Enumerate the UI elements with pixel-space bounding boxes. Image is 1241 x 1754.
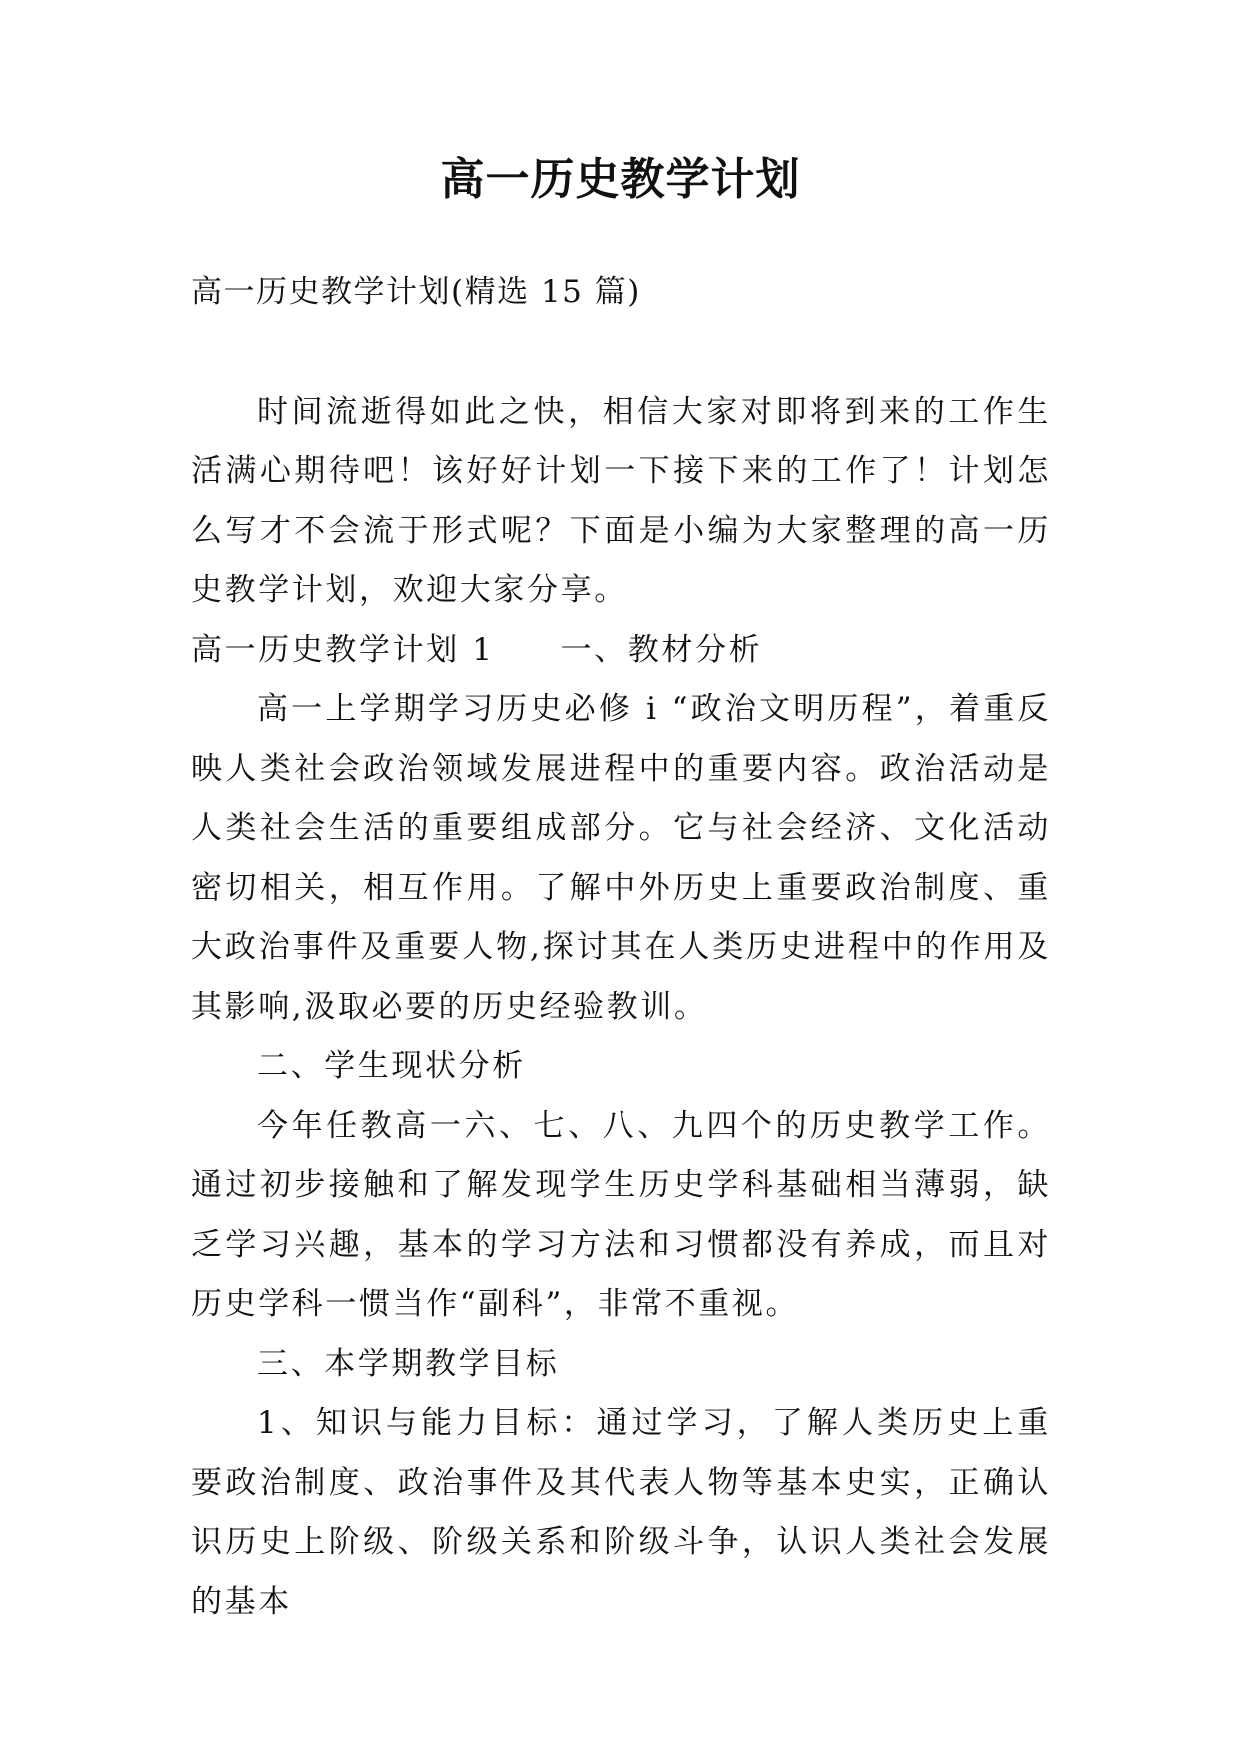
plan-1-label: 高一历史教学计划 1 — [191, 631, 495, 668]
plan-1-heading-line — [191, 621, 1051, 681]
paragraph-gap — [191, 323, 1051, 383]
document-body — [191, 263, 1051, 1632]
intro-paragraph: 时间流逝得如此之快，相信大家对即将到来的工作生活满心期待吧！该好好计划一下接下来的工作了！计划怎么写才不会流于形式呢？下面是小编为大家整理的高一历史教学计划，欢迎大家分享。 — [191, 393, 1051, 608]
section-2-paragraph: 今年任教高一六、七、八、九四个的历史教学工作。通过初步接触和了解发现学生历史学科基础相当薄弱，缺乏学习兴趣，基本的学习方法和习惯都没有养成，而且对历史学科一惯当作“副科”，非常不重视。 — [191, 1107, 1051, 1322]
document-subtitle: 高一历史教学计划(精选 15 篇) — [191, 274, 641, 310]
section-2-heading: 二、学生现状分析 — [257, 1048, 526, 1084]
section-3-item-1: 1、知识与能力目标：通过学习，了解人类历史上重要政治制度、政治事件及其代表人物等基本史实，正确认识历史上阶级、阶级关系和阶级斗争，认识人类社会发展的基本 — [191, 1405, 1051, 1620]
section-1-heading: 一、教材分析 — [560, 631, 763, 668]
section-1-paragraph: 高一上学期学习历史必修 i “政治文明历程”，着重反映人类社会政治领域发展进程中的重要内容。政治活动是人类社会生活的重要组成部分。它与社会经济、文化活动密切相关，相互作用。了解中外历史上重要政治制度、重大政治事件及重要人物,探讨其在人类历史进程中的作用及其影响,汲取必要的历史经验教训。 — [191, 691, 1051, 1025]
section-3-heading: 三、本学期教学目标 — [257, 1345, 560, 1382]
document-title: 高一历史教学计划 — [440, 154, 801, 205]
